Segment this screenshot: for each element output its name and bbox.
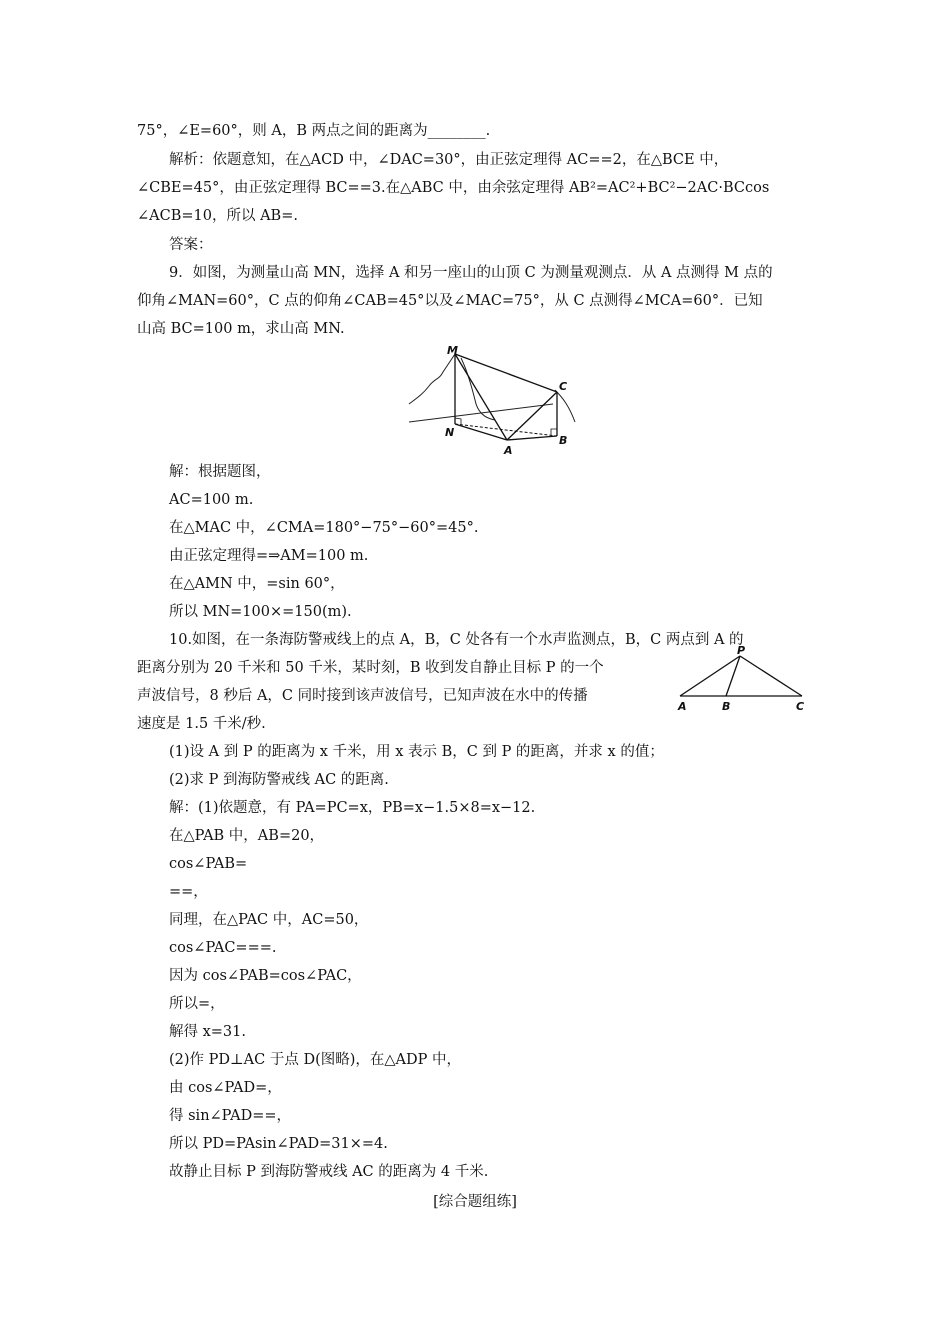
label-A: A <box>678 700 687 713</box>
label-P: P <box>737 644 746 657</box>
ridge-line-right <box>555 390 575 422</box>
text-line: 所以 MN=100×=150(m). <box>169 604 352 620</box>
text-line: AC=100 m. <box>169 492 254 508</box>
triangle-figure <box>674 644 814 714</box>
text-line: 声波信号，8 秒后 A，C 同时接到该声波信号，已知声波在水中的传播 <box>137 688 588 704</box>
text-line: cos∠PAC===. <box>169 940 277 956</box>
text-line: 9．如图，为测量山高 MN，选择 A 和另一座山的山顶 C 为测量观测点．从 A 点测得 M 点的 <box>169 265 773 281</box>
mountain-outline <box>409 354 455 404</box>
label-B: B <box>722 700 731 713</box>
line-PC <box>740 656 802 696</box>
text-line: 在△PAB 中，AB=20， <box>169 828 325 844</box>
text-line: 解：(1)依题意，有 PA=PC=x，PB=x−1.5×8=x−12. <box>169 800 536 816</box>
text-line: ∠CBE=45°，由正弦定理得 BC==3.在△ABC 中，由余弦定理得 AB²=AC²+BC²−2AC·BCcos <box>137 180 770 196</box>
text-line: 故静止目标 P 到海防警戒线 AC 的距离为 4 千米. <box>169 1164 489 1180</box>
text-line: ==， <box>169 884 208 900</box>
label-A: A <box>504 444 513 457</box>
label-C: C <box>796 700 805 713</box>
label-C: C <box>559 380 568 393</box>
text-line: 仰角∠MAN=60°，C 点的仰角∠CAB=45°以及∠MAC=75°，从 C 点测得∠MCA=60°．已知 <box>137 293 763 309</box>
label-N: N <box>445 426 455 439</box>
text-line: 解析：依题意知，在△ACD 中，∠DAC=30°，由正弦定理得 AC==2，在△BCE 中， <box>169 152 729 168</box>
section-heading: [综合题组练] <box>433 1194 517 1210</box>
text-line: cos∠PAB= <box>169 856 248 872</box>
mountain-figure <box>405 340 585 460</box>
text-line: ∠ACB=10，所以 AB=. <box>137 208 298 224</box>
text-line: 由正弦定理得=⇒AM=100 m. <box>169 548 369 564</box>
line-PB <box>726 656 740 696</box>
line-NB-dashed <box>455 424 557 436</box>
label-M: M <box>447 344 458 357</box>
text-line: (2)求 P 到海防警戒线 AC 的距离. <box>169 772 389 788</box>
text-line: 距离分别为 20 千米和 50 千米，某时刻，B 收到发自静止目标 P 的一个 <box>137 660 604 676</box>
text-line: 由 cos∠PAD=， <box>169 1080 282 1096</box>
text-line: 在△AMN 中，=sin 60°， <box>169 576 345 592</box>
text-line: 解得 x=31. <box>169 1024 246 1040</box>
text-line: 所以=， <box>169 996 225 1012</box>
label-B: B <box>559 434 568 447</box>
text-line: 速度是 1.5 千米/秒. <box>137 716 266 732</box>
line-MC <box>455 354 557 392</box>
text-line: 得 sin∠PAD==， <box>169 1108 291 1124</box>
text-line: 因为 cos∠PAB=cos∠PAC， <box>169 968 362 984</box>
text-line: 同理，在△PAC 中，AC=50， <box>169 912 369 928</box>
text-line: 75°，∠E=60°，则 A，B 两点之间的距离为________. <box>137 123 491 139</box>
text-line: 答案： <box>169 237 213 253</box>
line-AB <box>507 436 557 440</box>
text-line: 山高 BC=100 m，求山高 MN. <box>137 321 345 337</box>
right-angle-mark-B <box>551 429 557 435</box>
line-PA <box>680 656 740 696</box>
text-line: 10.如图，在一条海防警戒线上的点 A，B，C 处各有一个水声监测点，B，C 两点到 A 的 <box>169 632 744 648</box>
text-line: 解：根据题图， <box>169 464 271 480</box>
text-line: (2)作 PD⊥AC 于点 D(图略)，在△ADP 中， <box>169 1052 462 1068</box>
text-line: 在△MAC 中，∠CMA=180°−75°−60°=45°. <box>169 520 479 536</box>
text-line: 所以 PD=PAsin∠PAD=31×=4. <box>169 1136 388 1152</box>
text-line: (1)设 A 到 P 的距离为 x 千米，用 x 表示 B，C 到 P 的距离，并求 x 的值； <box>169 744 664 760</box>
